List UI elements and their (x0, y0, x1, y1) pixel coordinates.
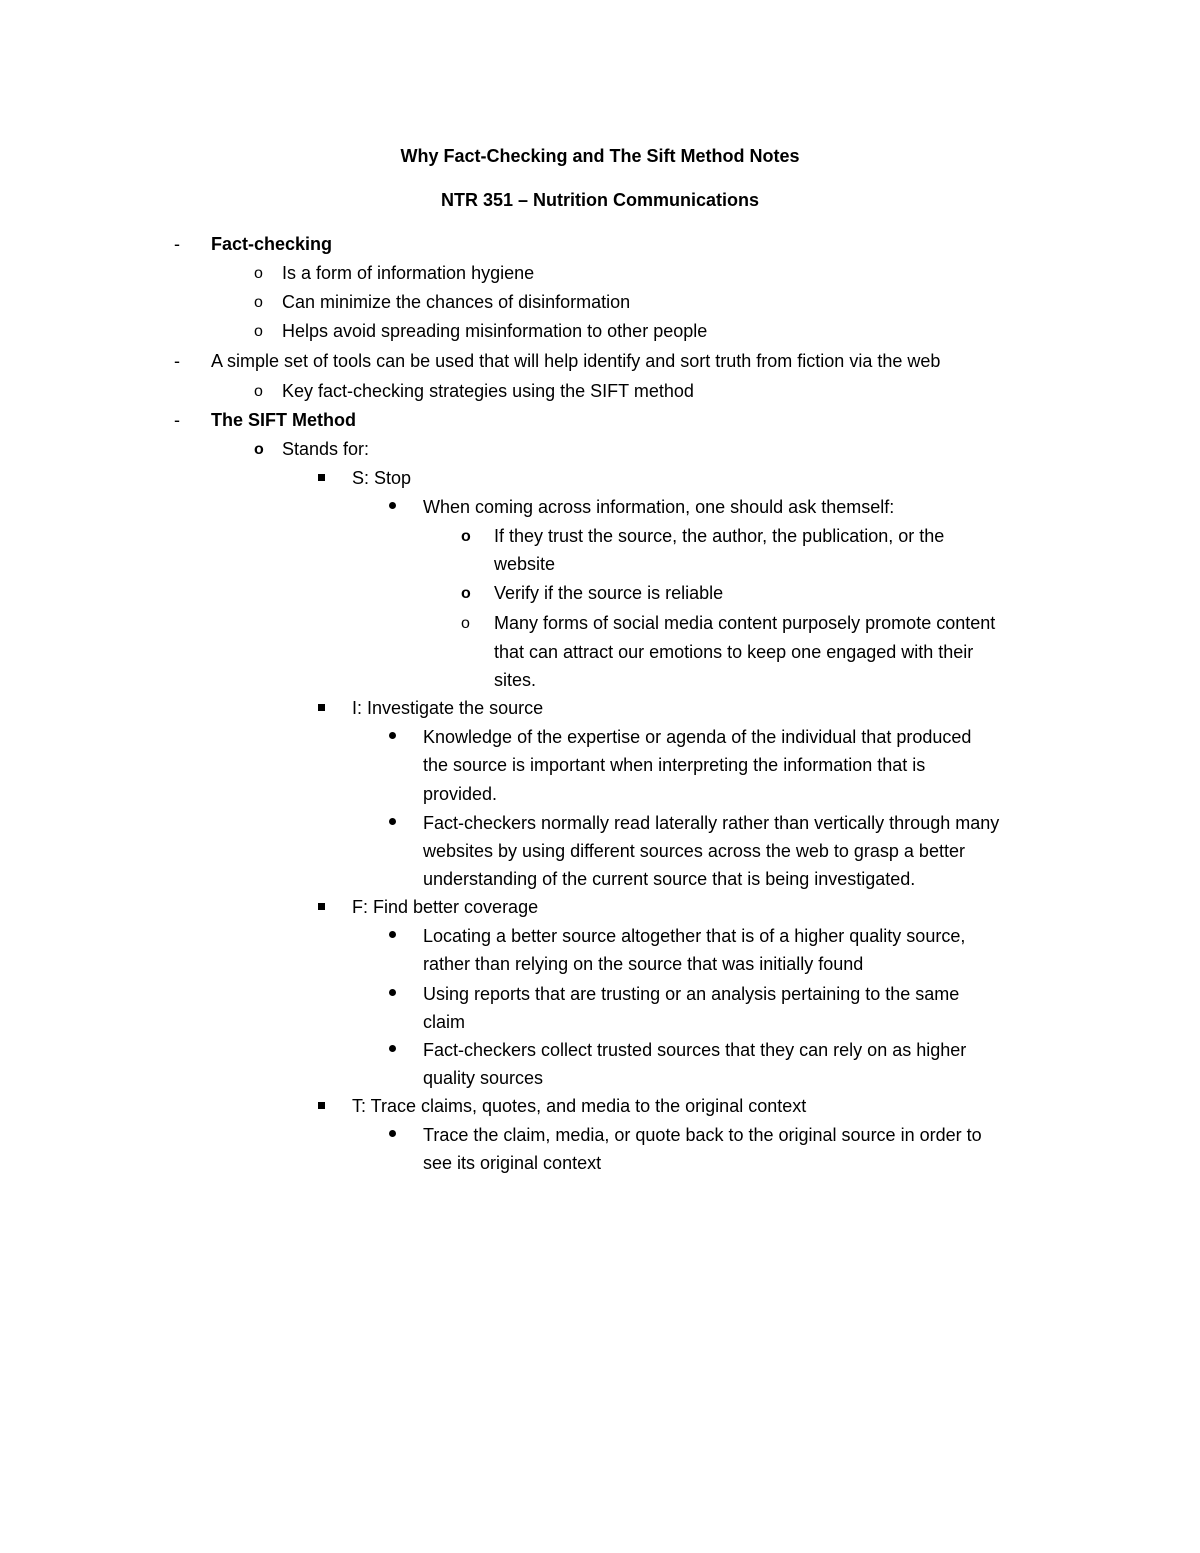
list-item-line: If they trust the source, the author, the publication, or the (494, 526, 945, 546)
square-bullet-icon (318, 474, 325, 481)
list-item-line: provided. (423, 784, 498, 804)
list-item-line: the source is important when interpreting the information that is (423, 755, 926, 775)
list-item: Can minimize the chances of disinformation (282, 292, 631, 312)
list-item-line: Locating a better source altogether that is of a higher quality source, (423, 926, 966, 946)
heading-fact-checking: Fact-checking (211, 234, 333, 254)
list-item: Verify if the source is reliable (494, 583, 724, 603)
course-subtitle: NTR 351 – Nutrition Communications (440, 190, 760, 210)
list-item-line: quality sources (423, 1068, 544, 1088)
square-bullet-icon (318, 1102, 325, 1109)
circle-bullet-marker: o (254, 294, 263, 311)
round-bullet-icon (389, 989, 396, 996)
list-item-line: Many forms of social media content purposely promote content (494, 613, 996, 633)
list-item-line: website (494, 554, 556, 574)
circle-bullet-marker: o (254, 441, 264, 458)
list-item-line: Fact-checkers collect trusted sources that they can rely on as higher (423, 1040, 967, 1060)
circle-bullet-marker: o (461, 615, 470, 632)
round-bullet-icon (389, 1045, 396, 1052)
list-item-line: websites by using different sources across the web to grasp a better (423, 841, 965, 861)
circle-bullet-marker: o (461, 528, 471, 545)
list-item-line: sites. (494, 670, 537, 690)
circle-bullet-marker: o (254, 383, 263, 400)
list-item: Stands for: (282, 439, 370, 459)
dash-bullet-marker: - (174, 351, 180, 371)
circle-bullet-marker: o (254, 323, 263, 340)
dash-bullet-marker: - (174, 410, 180, 430)
list-item: T: Trace claims, quotes, and media to the original context (352, 1096, 807, 1116)
list-item: I: Investigate the source (352, 698, 544, 718)
list-item-line: understanding of the current source that is being investigated. (423, 869, 916, 889)
list-item-line: Using reports that are trusting or an analysis pertaining to the same (423, 984, 960, 1004)
list-item: F: Find better coverage (352, 897, 539, 917)
square-bullet-icon (318, 903, 325, 910)
round-bullet-icon (389, 502, 396, 509)
list-item-line: Fact-checkers normally read laterally rather than vertically through many (423, 813, 1000, 833)
list-item-line: rather than relying on the source that was initially found (423, 954, 864, 974)
list-item-line: claim (423, 1012, 466, 1032)
list-item-line: Trace the claim, media, or quote back to the original source in order to (423, 1125, 982, 1145)
circle-bullet-marker: o (461, 585, 471, 602)
round-bullet-icon (389, 818, 396, 825)
list-item: A simple set of tools can be used that will help identify and sort truth from fiction via the web (211, 351, 941, 371)
circle-bullet-marker: o (254, 265, 263, 282)
list-item: S: Stop (352, 468, 412, 488)
round-bullet-icon (389, 732, 396, 739)
heading-sift-method: The SIFT Method (211, 410, 356, 430)
list-item-line: see its original context (423, 1153, 602, 1173)
square-bullet-icon (318, 704, 325, 711)
list-item: Is a form of information hygiene (282, 263, 535, 283)
dash-bullet-marker: - (174, 234, 180, 254)
list-item-line: Knowledge of the expertise or agenda of the individual that produced (423, 727, 972, 747)
list-item-line: that can attract our emotions to keep one engaged with their (494, 642, 974, 662)
round-bullet-icon (389, 1130, 396, 1137)
list-item: Helps avoid spreading misinformation to other people (282, 321, 708, 341)
round-bullet-icon (389, 931, 396, 938)
list-item: When coming across information, one should ask themself: (423, 497, 895, 517)
list-item: Key fact-checking strategies using the SIFT method (282, 381, 694, 401)
document-title: Why Fact-Checking and The Sift Method Notes (400, 146, 800, 166)
